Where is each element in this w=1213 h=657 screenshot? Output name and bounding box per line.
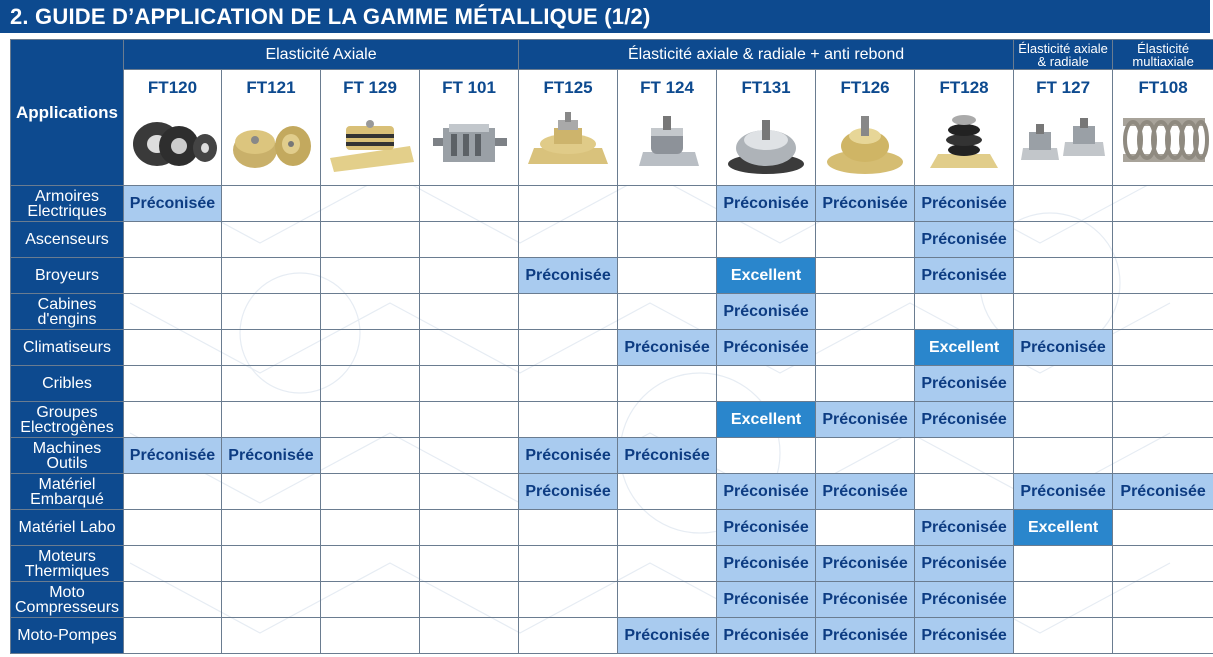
product-code: FT 129 [343,77,397,97]
rating-label: Excellent [928,338,1000,356]
product-header [915,70,1014,186]
empty-cell [618,186,717,222]
table-row [11,546,1213,582]
rating-preconisee-cell [519,258,618,294]
empty-cell [1014,438,1113,474]
rating-label: Préconisée [921,554,1007,572]
empty-cell [321,222,420,258]
empty-cell [618,510,717,546]
empty-cell [124,294,222,330]
rating-preconisee-cell [816,402,915,438]
product-header [717,70,816,186]
empty-cell [124,366,222,402]
table-row [11,186,1213,222]
application-name: Cabines d'engins [11,294,124,330]
rating-label: Préconisée [624,446,710,464]
empty-cell [519,330,618,366]
empty-cell [321,438,420,474]
empty-cell [1113,366,1213,402]
rating-label: Préconisée [822,410,908,428]
empty-cell [124,258,222,294]
rating-preconisee-cell [915,222,1014,258]
product-header [321,70,420,186]
empty-cell [420,582,519,618]
rating-preconisee-cell [816,186,915,222]
rating-preconisee-cell [717,582,816,618]
empty-cell [1113,618,1213,654]
empty-cell [1113,330,1213,366]
rating-label: Préconisée [921,194,1007,212]
rating-preconisee-cell [816,618,915,654]
rating-preconisee-cell [717,618,816,654]
application-name: Matériel Labo [11,510,124,546]
empty-cell [618,582,717,618]
empty-cell [420,618,519,654]
table-row [11,618,1213,654]
rating-preconisee-cell [717,330,816,366]
application-name: Moteurs Thermiques [11,546,124,582]
group-header-axiale: Elasticité Axiale [124,40,519,70]
empty-cell [717,222,816,258]
empty-cell [222,330,321,366]
rating-label: Préconisée [822,626,908,644]
empty-cell [1014,366,1113,402]
empty-cell [618,258,717,294]
empty-cell [420,474,519,510]
product-header [1113,70,1213,186]
rating-preconisee-cell [915,510,1014,546]
empty-cell [915,438,1014,474]
rating-label: Préconisée [723,302,809,320]
empty-cell [1014,402,1113,438]
table-row [11,258,1213,294]
rating-preconisee-cell [124,438,222,474]
steel-square-mount-image [618,104,716,180]
empty-cell [222,258,321,294]
empty-cell [816,438,915,474]
application-name: Broyeurs [11,258,124,294]
empty-cell [321,510,420,546]
empty-cell [222,366,321,402]
rating-label: Préconisée [822,194,908,212]
empty-cell [124,222,222,258]
rating-preconisee-cell [618,618,717,654]
empty-cell [915,294,1014,330]
empty-cell [519,366,618,402]
rating-preconisee-cell [915,582,1014,618]
rating-preconisee-cell [915,546,1014,582]
group-header-axiale-radiale-anti-rebond: Élasticité axiale & radiale + anti rebond [519,40,1014,70]
rating-preconisee-cell [717,294,816,330]
empty-cell [1113,438,1213,474]
empty-cell [717,438,816,474]
empty-cell [1014,618,1113,654]
empty-cell [1113,510,1213,546]
application-name: Ascenseurs [11,222,124,258]
empty-cell [816,222,915,258]
empty-cell [420,186,519,222]
rating-excellent-cell [915,330,1014,366]
empty-cell [1014,582,1113,618]
rating-label: Préconisée [723,194,809,212]
empty-cell [222,510,321,546]
empty-cell [420,330,519,366]
product-header [420,70,519,186]
empty-cell [618,366,717,402]
empty-cell [420,546,519,582]
applications-header: Applications [11,40,124,186]
empty-cell [618,546,717,582]
rating-preconisee-cell [915,618,1014,654]
rating-label: Excellent [1027,518,1099,536]
rating-excellent-cell [1014,510,1113,546]
empty-cell [321,402,420,438]
page-title: 2. GUIDE D’APPLICATION DE LA GAMME MÉTALLIQUE (1/2) [0,0,1210,33]
rating-label: Préconisée [525,482,611,500]
empty-cell [124,510,222,546]
empty-cell [321,186,420,222]
empty-cell [519,186,618,222]
rating-preconisee-cell [915,258,1014,294]
stacked-rubber-rings-image [124,104,221,180]
empty-cell [321,366,420,402]
beige-plate-mount-image [321,104,419,180]
product-code: FT108 [1138,77,1188,97]
application-name: Cribles [11,366,124,402]
table-row [11,294,1213,330]
rating-label: Préconisée [822,590,908,608]
rating-label: Préconisée [822,554,908,572]
rating-label: Préconisée [228,446,314,464]
rating-preconisee-cell [717,546,816,582]
empty-cell [222,474,321,510]
empty-cell [420,258,519,294]
empty-cell [1113,402,1213,438]
application-name: Groupes Electrogènes [11,402,124,438]
empty-cell [618,222,717,258]
empty-cell [1113,582,1213,618]
group-header-multiaxiale: Élasticité multiaxiale [1113,40,1213,70]
beige-dome-mount-image [816,104,914,180]
rating-label: Préconisée [1020,338,1106,356]
empty-cell [519,222,618,258]
rating-label: Préconisée [921,374,1007,392]
product-code: FT121 [246,77,296,97]
product-code: FT 101 [442,77,496,97]
empty-cell [124,618,222,654]
product-code: FT125 [543,77,593,97]
rating-label: Préconisée [723,482,809,500]
rating-preconisee-cell [1113,474,1213,510]
black-bellows-mount-image [915,104,1013,180]
application-name: Moto Compresseurs [11,582,124,618]
product-code: FT128 [939,77,989,97]
empty-cell [519,582,618,618]
product-code: FT 124 [640,77,694,97]
empty-cell [1113,258,1213,294]
rating-label: Excellent [730,266,802,284]
empty-cell [420,510,519,546]
table-row [11,582,1213,618]
rating-excellent-cell [717,402,816,438]
rating-preconisee-cell [816,582,915,618]
empty-cell [222,618,321,654]
table-row [11,222,1213,258]
spring-block-mount-image [420,104,518,180]
empty-cell [420,438,519,474]
rating-label: Préconisée [921,266,1007,284]
rating-preconisee-cell [717,474,816,510]
empty-cell [222,294,321,330]
rating-label: Préconisée [129,446,216,464]
rating-preconisee-cell [618,438,717,474]
rating-preconisee-cell [915,402,1014,438]
empty-cell [222,582,321,618]
rating-preconisee-cell [222,438,321,474]
table-row [11,438,1213,474]
rating-preconisee-cell [519,474,618,510]
rating-label: Préconisée [129,194,216,212]
empty-cell [519,510,618,546]
empty-cell [618,474,717,510]
steel-dome-mount-image [717,104,815,180]
application-name: Machines Outils [11,438,124,474]
wire-rope-isolator-image [1113,104,1213,180]
table-row [11,402,1213,438]
empty-cell [1014,258,1113,294]
product-code: FT126 [840,77,890,97]
beige-cylinder-mount-image [222,104,320,180]
beige-base-mount-image [519,104,617,180]
empty-cell [124,474,222,510]
empty-cell [420,294,519,330]
rating-label: Préconisée [723,590,809,608]
product-code: FT120 [147,77,198,97]
rating-label: Préconisée [921,410,1007,428]
empty-cell [1113,222,1213,258]
empty-cell [1014,546,1113,582]
rating-label: Préconisée [921,590,1007,608]
application-name: Armoires Electriques [11,186,124,222]
application-name: Climatiseurs [11,330,124,366]
rating-excellent-cell [717,258,816,294]
rating-label: Préconisée [921,230,1007,248]
empty-cell [1113,294,1213,330]
empty-cell [321,618,420,654]
empty-cell [420,402,519,438]
rating-preconisee-cell [915,186,1014,222]
rating-label: Préconisée [921,518,1007,536]
product-code: FT 127 [1036,77,1091,97]
rating-label: Préconisée [525,266,611,284]
empty-cell [420,222,519,258]
empty-cell [816,510,915,546]
empty-cell [519,546,618,582]
empty-cell [816,294,915,330]
table-row [11,510,1213,546]
empty-cell [717,366,816,402]
table-row [11,366,1213,402]
product-code: FT131 [741,77,791,97]
product-header [222,70,321,186]
empty-cell [816,366,915,402]
rating-label: Préconisée [723,518,809,536]
empty-cell [915,474,1014,510]
rating-label: Préconisée [624,626,710,644]
empty-cell [420,366,519,402]
empty-cell [519,402,618,438]
empty-cell [124,402,222,438]
rating-preconisee-cell [816,474,915,510]
rating-label: Préconisée [723,626,809,644]
rating-preconisee-cell [1014,474,1113,510]
empty-cell [222,222,321,258]
rating-label: Préconisée [723,338,809,356]
application-name: Moto-Pompes [11,618,124,654]
empty-cell [618,402,717,438]
empty-cell [816,258,915,294]
rating-label: Préconisée [624,338,710,356]
rating-preconisee-cell [618,330,717,366]
rating-label: Préconisée [822,482,908,500]
empty-cell [1113,546,1213,582]
rating-preconisee-cell [717,186,816,222]
application-guide-table [10,39,1213,654]
twin-steel-mount-image [1014,104,1112,180]
rating-preconisee-cell [915,366,1014,402]
rating-preconisee-cell [124,186,222,222]
rating-label: Préconisée [921,626,1007,644]
product-header [1014,70,1113,186]
empty-cell [321,474,420,510]
rating-label: Préconisée [1020,482,1106,500]
empty-cell [1014,186,1113,222]
table-row [11,330,1213,366]
empty-cell [222,402,321,438]
table-row [11,474,1213,510]
rating-preconisee-cell [1014,330,1113,366]
empty-cell [816,330,915,366]
rating-label: Préconisée [525,446,611,464]
rating-label: Préconisée [723,554,809,572]
empty-cell [321,582,420,618]
application-name: Matériel Embarqué [11,474,124,510]
rating-preconisee-cell [519,438,618,474]
empty-cell [124,546,222,582]
product-header [124,70,222,186]
rating-label: Préconisée [1120,482,1206,500]
empty-cell [519,618,618,654]
rating-label: Excellent [730,410,802,428]
empty-cell [321,258,420,294]
group-header-axiale-radiale: Élasticité axiale & radiale [1014,40,1113,70]
rating-preconisee-cell [717,510,816,546]
empty-cell [1113,186,1213,222]
product-header [816,70,915,186]
empty-cell [1014,294,1113,330]
product-header [519,70,618,186]
empty-cell [124,582,222,618]
empty-cell [321,330,420,366]
empty-cell [321,546,420,582]
empty-cell [222,546,321,582]
empty-cell [618,294,717,330]
product-header [618,70,717,186]
rating-preconisee-cell [816,546,915,582]
empty-cell [1014,222,1113,258]
empty-cell [519,294,618,330]
empty-cell [321,294,420,330]
empty-cell [124,330,222,366]
empty-cell [222,186,321,222]
